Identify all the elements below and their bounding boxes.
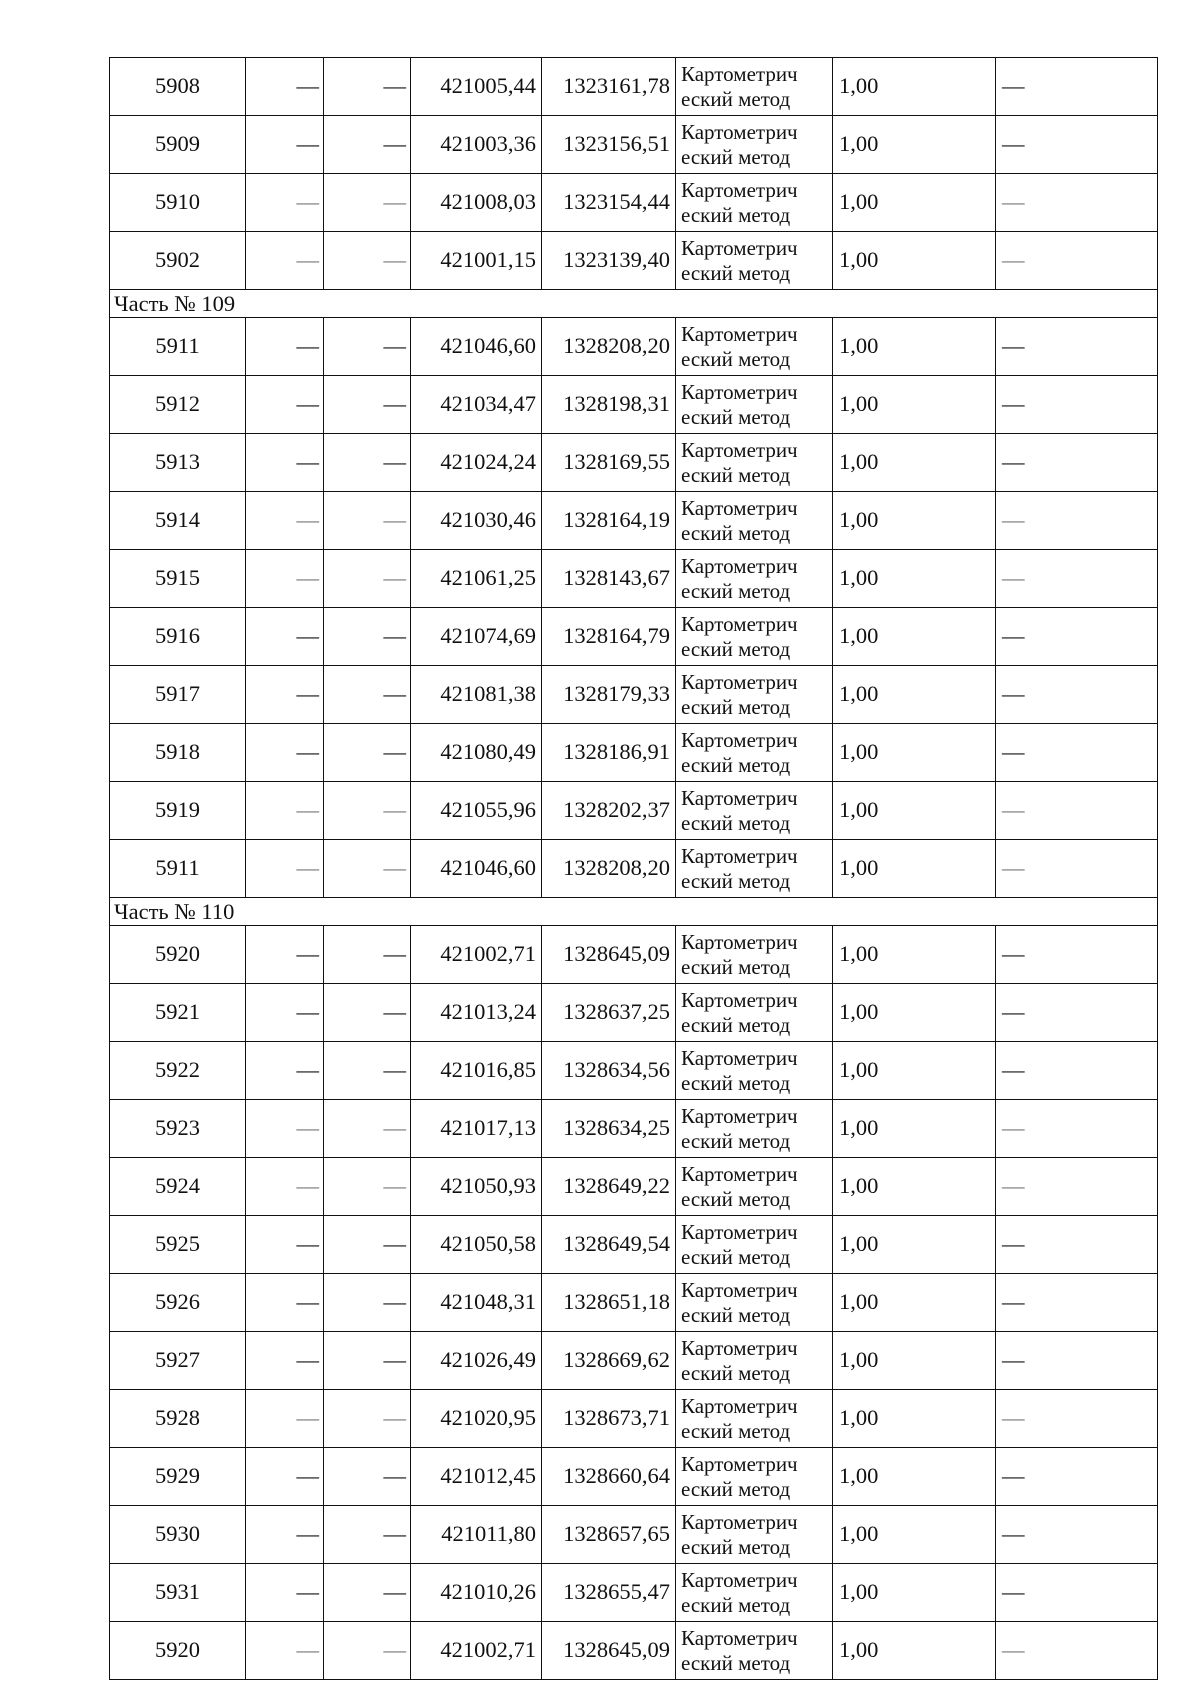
coordinate-y-cell: 1328208,20	[542, 318, 676, 376]
coordinate-y-cell: 1328164,19	[542, 492, 676, 550]
description-cell: —	[996, 1448, 1158, 1506]
method-cell: Картометрич еский метод	[676, 318, 833, 376]
coordinate-x-cell: 421011,80	[411, 1506, 542, 1564]
empty-value-cell: —	[246, 1390, 324, 1448]
accuracy-cell: 1,00	[833, 1274, 996, 1332]
point-number-cell: 5926	[110, 1274, 246, 1332]
point-number-cell: 5930	[110, 1506, 246, 1564]
accuracy-cell: 1,00	[833, 840, 996, 898]
description-cell: —	[996, 724, 1158, 782]
point-number-cell: 5924	[110, 1158, 246, 1216]
accuracy-cell: 1,00	[833, 232, 996, 290]
point-number-cell: 5911	[110, 318, 246, 376]
point-number-cell: 5929	[110, 1448, 246, 1506]
empty-value-cell: —	[246, 174, 324, 232]
table-row	[110, 724, 1158, 782]
method-cell: Картометрич еский метод	[676, 1100, 833, 1158]
method-cell: Картометрич еский метод	[676, 492, 833, 550]
coordinate-y-cell: 1328651,18	[542, 1274, 676, 1332]
coordinate-y-cell: 1328143,67	[542, 550, 676, 608]
empty-value-cell: —	[324, 1390, 411, 1448]
method-cell: Картометрич еский метод	[676, 1216, 833, 1274]
coordinate-y-cell: 1328208,20	[542, 840, 676, 898]
coordinate-y-cell: 1328164,79	[542, 608, 676, 666]
accuracy-cell: 1,00	[833, 174, 996, 232]
description-cell: —	[996, 1564, 1158, 1622]
coordinate-x-cell: 421074,69	[411, 608, 542, 666]
description-cell: —	[996, 492, 1158, 550]
accuracy-cell: 1,00	[833, 1158, 996, 1216]
coordinate-y-cell: 1323154,44	[542, 174, 676, 232]
table-row	[110, 1100, 1158, 1158]
description-cell: —	[996, 1622, 1158, 1680]
coordinate-y-cell: 1323139,40	[542, 232, 676, 290]
empty-value-cell: —	[324, 434, 411, 492]
empty-value-cell: —	[324, 174, 411, 232]
empty-value-cell: —	[324, 1216, 411, 1274]
method-cell: Картометрич еский метод	[676, 1448, 833, 1506]
method-cell: Картометрич еский метод	[676, 1332, 833, 1390]
table-row	[110, 1158, 1158, 1216]
method-cell: Картометрич еский метод	[676, 1564, 833, 1622]
table-row	[110, 1332, 1158, 1390]
method-cell: Картометрич еский метод	[676, 434, 833, 492]
description-cell: —	[996, 666, 1158, 724]
point-number-cell: 5922	[110, 1042, 246, 1100]
empty-value-cell: —	[246, 1274, 324, 1332]
empty-value-cell: —	[324, 1506, 411, 1564]
coordinate-x-cell: 421034,47	[411, 376, 542, 434]
empty-value-cell: —	[246, 1506, 324, 1564]
table-row	[110, 1564, 1158, 1622]
empty-value-cell: —	[246, 434, 324, 492]
point-number-cell: 5920	[110, 1622, 246, 1680]
method-cell: Картометрич еский метод	[676, 116, 833, 174]
table-row	[110, 984, 1158, 1042]
point-number-cell: 5921	[110, 984, 246, 1042]
description-cell: —	[996, 1274, 1158, 1332]
coordinate-y-cell: 1328655,47	[542, 1564, 676, 1622]
empty-value-cell: —	[324, 1622, 411, 1680]
coordinate-y-cell: 1328669,62	[542, 1332, 676, 1390]
table-row	[110, 1216, 1158, 1274]
description-cell: —	[996, 58, 1158, 116]
description-cell: —	[996, 434, 1158, 492]
empty-value-cell: —	[246, 1622, 324, 1680]
accuracy-cell: 1,00	[833, 782, 996, 840]
method-cell: Картометрич еский метод	[676, 666, 833, 724]
empty-value-cell: —	[324, 116, 411, 174]
description-cell: —	[996, 608, 1158, 666]
point-number-cell: 5916	[110, 608, 246, 666]
method-cell: Картометрич еский метод	[676, 1506, 833, 1564]
table-row	[110, 550, 1158, 608]
point-number-cell: 5925	[110, 1216, 246, 1274]
coordinate-x-cell: 421008,03	[411, 174, 542, 232]
method-cell: Картометрич еский метод	[676, 840, 833, 898]
accuracy-cell: 1,00	[833, 1448, 996, 1506]
empty-value-cell: —	[246, 840, 324, 898]
coordinate-y-cell: 1328657,65	[542, 1506, 676, 1564]
description-cell: —	[996, 1390, 1158, 1448]
part-header-label: Часть № 110	[110, 898, 1158, 926]
empty-value-cell: —	[324, 1274, 411, 1332]
description-cell: —	[996, 1042, 1158, 1100]
table-row	[110, 58, 1158, 116]
point-number-cell: 5911	[110, 840, 246, 898]
empty-value-cell: —	[246, 608, 324, 666]
accuracy-cell: 1,00	[833, 984, 996, 1042]
point-number-cell: 5931	[110, 1564, 246, 1622]
empty-value-cell: —	[324, 492, 411, 550]
empty-value-cell: —	[324, 724, 411, 782]
empty-value-cell: —	[246, 1158, 324, 1216]
empty-value-cell: —	[246, 1216, 324, 1274]
point-number-cell: 5928	[110, 1390, 246, 1448]
coordinate-y-cell: 1328169,55	[542, 434, 676, 492]
table-row	[110, 116, 1158, 174]
accuracy-cell: 1,00	[833, 724, 996, 782]
method-cell: Картометрич еский метод	[676, 376, 833, 434]
description-cell: —	[996, 1216, 1158, 1274]
coordinate-y-cell: 1328202,37	[542, 782, 676, 840]
accuracy-cell: 1,00	[833, 318, 996, 376]
description-cell: —	[996, 174, 1158, 232]
accuracy-cell: 1,00	[833, 1564, 996, 1622]
description-cell: —	[996, 318, 1158, 376]
method-cell: Картометрич еский метод	[676, 1158, 833, 1216]
accuracy-cell: 1,00	[833, 926, 996, 984]
description-cell: —	[996, 1158, 1158, 1216]
coordinate-y-cell: 1328637,25	[542, 984, 676, 1042]
coordinate-x-cell: 421081,38	[411, 666, 542, 724]
description-cell: —	[996, 550, 1158, 608]
description-cell: —	[996, 1100, 1158, 1158]
method-cell: Картометрич еский метод	[676, 782, 833, 840]
coordinate-y-cell: 1328198,31	[542, 376, 676, 434]
empty-value-cell: —	[324, 550, 411, 608]
coordinate-y-cell: 1328645,09	[542, 926, 676, 984]
accuracy-cell: 1,00	[833, 1042, 996, 1100]
coordinate-y-cell: 1328634,25	[542, 1100, 676, 1158]
table-row	[110, 492, 1158, 550]
coordinate-x-cell: 421030,46	[411, 492, 542, 550]
method-cell: Картометрич еский метод	[676, 608, 833, 666]
table-row	[110, 318, 1158, 376]
coordinate-y-cell: 1328649,54	[542, 1216, 676, 1274]
empty-value-cell: —	[246, 232, 324, 290]
empty-value-cell: —	[324, 1158, 411, 1216]
accuracy-cell: 1,00	[833, 58, 996, 116]
empty-value-cell: —	[324, 376, 411, 434]
empty-value-cell: —	[246, 492, 324, 550]
method-cell: Картометрич еский метод	[676, 58, 833, 116]
table-row	[110, 1274, 1158, 1332]
empty-value-cell: —	[324, 666, 411, 724]
table-row	[110, 840, 1158, 898]
coordinate-x-cell: 421026,49	[411, 1332, 542, 1390]
coordinate-x-cell: 421046,60	[411, 318, 542, 376]
coordinate-x-cell: 421001,15	[411, 232, 542, 290]
table-body	[110, 58, 1158, 1680]
coordinate-x-cell: 421020,95	[411, 1390, 542, 1448]
empty-value-cell: —	[246, 58, 324, 116]
table-row	[110, 1448, 1158, 1506]
empty-value-cell: —	[246, 1564, 324, 1622]
accuracy-cell: 1,00	[833, 1622, 996, 1680]
accuracy-cell: 1,00	[833, 1216, 996, 1274]
coordinate-x-cell: 421055,96	[411, 782, 542, 840]
coordinate-x-cell: 421012,45	[411, 1448, 542, 1506]
coordinate-x-cell: 421046,60	[411, 840, 542, 898]
empty-value-cell: —	[246, 318, 324, 376]
point-number-cell: 5902	[110, 232, 246, 290]
empty-value-cell: —	[246, 724, 324, 782]
empty-value-cell: —	[324, 608, 411, 666]
table-row	[110, 1506, 1158, 1564]
point-number-cell: 5915	[110, 550, 246, 608]
coordinate-x-cell: 421010,26	[411, 1564, 542, 1622]
coordinate-y-cell: 1328634,56	[542, 1042, 676, 1100]
description-cell: —	[996, 782, 1158, 840]
description-cell: —	[996, 926, 1158, 984]
empty-value-cell: —	[246, 1042, 324, 1100]
coordinates-table	[109, 57, 1158, 1680]
method-cell: Картометрич еский метод	[676, 232, 833, 290]
empty-value-cell: —	[246, 782, 324, 840]
point-number-cell: 5917	[110, 666, 246, 724]
coordinate-x-cell: 421016,85	[411, 1042, 542, 1100]
part-header-label: Часть № 109	[110, 290, 1158, 318]
accuracy-cell: 1,00	[833, 434, 996, 492]
coordinate-y-cell: 1328186,91	[542, 724, 676, 782]
point-number-cell: 5909	[110, 116, 246, 174]
empty-value-cell: —	[324, 840, 411, 898]
accuracy-cell: 1,00	[833, 116, 996, 174]
coordinate-x-cell: 421005,44	[411, 58, 542, 116]
point-number-cell: 5918	[110, 724, 246, 782]
description-cell: —	[996, 840, 1158, 898]
empty-value-cell: —	[246, 376, 324, 434]
point-number-cell: 5927	[110, 1332, 246, 1390]
description-cell: —	[996, 376, 1158, 434]
empty-value-cell: —	[246, 666, 324, 724]
table-row	[110, 926, 1158, 984]
method-cell: Картометрич еский метод	[676, 174, 833, 232]
accuracy-cell: 1,00	[833, 608, 996, 666]
coordinate-x-cell: 421061,25	[411, 550, 542, 608]
table-row	[110, 1042, 1158, 1100]
coordinate-y-cell: 1323161,78	[542, 58, 676, 116]
method-cell: Картометрич еский метод	[676, 724, 833, 782]
empty-value-cell: —	[246, 1332, 324, 1390]
empty-value-cell: —	[324, 782, 411, 840]
method-cell: Картометрич еский метод	[676, 1274, 833, 1332]
coordinate-x-cell: 421048,31	[411, 1274, 542, 1332]
table-row	[110, 608, 1158, 666]
table-row	[110, 232, 1158, 290]
point-number-cell: 5908	[110, 58, 246, 116]
description-cell: —	[996, 232, 1158, 290]
empty-value-cell: —	[246, 1100, 324, 1158]
point-number-cell: 5912	[110, 376, 246, 434]
empty-value-cell: —	[324, 58, 411, 116]
coordinate-x-cell: 421013,24	[411, 984, 542, 1042]
point-number-cell: 5920	[110, 926, 246, 984]
accuracy-cell: 1,00	[833, 376, 996, 434]
method-cell: Картометрич еский метод	[676, 1042, 833, 1100]
point-number-cell: 5910	[110, 174, 246, 232]
coordinate-x-cell: 421050,93	[411, 1158, 542, 1216]
point-number-cell: 5923	[110, 1100, 246, 1158]
coordinate-x-cell: 421002,71	[411, 1622, 542, 1680]
coordinate-x-cell: 421024,24	[411, 434, 542, 492]
coordinate-y-cell: 1328645,09	[542, 1622, 676, 1680]
point-number-cell: 5913	[110, 434, 246, 492]
empty-value-cell: —	[324, 1042, 411, 1100]
point-number-cell: 5914	[110, 492, 246, 550]
coordinate-y-cell: 1328179,33	[542, 666, 676, 724]
coordinate-y-cell: 1328660,64	[542, 1448, 676, 1506]
empty-value-cell: —	[324, 232, 411, 290]
accuracy-cell: 1,00	[833, 1390, 996, 1448]
description-cell: —	[996, 984, 1158, 1042]
coordinate-x-cell: 421017,13	[411, 1100, 542, 1158]
accuracy-cell: 1,00	[833, 550, 996, 608]
table-row	[110, 1622, 1158, 1680]
empty-value-cell: —	[324, 926, 411, 984]
empty-value-cell: —	[246, 1448, 324, 1506]
empty-value-cell: —	[324, 318, 411, 376]
table-row	[110, 434, 1158, 492]
table-row	[110, 666, 1158, 724]
method-cell: Картометрич еский метод	[676, 926, 833, 984]
empty-value-cell: —	[324, 1100, 411, 1158]
empty-value-cell: —	[246, 984, 324, 1042]
empty-value-cell: —	[324, 1448, 411, 1506]
part-header-row	[110, 898, 1158, 926]
coordinate-x-cell: 421050,58	[411, 1216, 542, 1274]
table-row	[110, 782, 1158, 840]
method-cell: Картометрич еский метод	[676, 984, 833, 1042]
coordinate-x-cell: 421002,71	[411, 926, 542, 984]
coordinate-y-cell: 1328649,22	[542, 1158, 676, 1216]
coordinate-y-cell: 1323156,51	[542, 116, 676, 174]
table-row	[110, 1390, 1158, 1448]
empty-value-cell: —	[246, 116, 324, 174]
accuracy-cell: 1,00	[833, 1100, 996, 1158]
empty-value-cell: —	[324, 984, 411, 1042]
part-header-row	[110, 290, 1158, 318]
table-row	[110, 174, 1158, 232]
accuracy-cell: 1,00	[833, 666, 996, 724]
method-cell: Картометрич еский метод	[676, 550, 833, 608]
accuracy-cell: 1,00	[833, 1506, 996, 1564]
table-row	[110, 376, 1158, 434]
accuracy-cell: 1,00	[833, 492, 996, 550]
empty-value-cell: —	[324, 1332, 411, 1390]
empty-value-cell: —	[324, 1564, 411, 1622]
method-cell: Картометрич еский метод	[676, 1622, 833, 1680]
empty-value-cell: —	[246, 550, 324, 608]
coordinate-x-cell: 421003,36	[411, 116, 542, 174]
empty-value-cell: —	[246, 926, 324, 984]
point-number-cell: 5919	[110, 782, 246, 840]
description-cell: —	[996, 1506, 1158, 1564]
method-cell: Картометрич еский метод	[676, 1390, 833, 1448]
description-cell: —	[996, 116, 1158, 174]
accuracy-cell: 1,00	[833, 1332, 996, 1390]
coordinate-y-cell: 1328673,71	[542, 1390, 676, 1448]
description-cell: —	[996, 1332, 1158, 1390]
coordinate-x-cell: 421080,49	[411, 724, 542, 782]
